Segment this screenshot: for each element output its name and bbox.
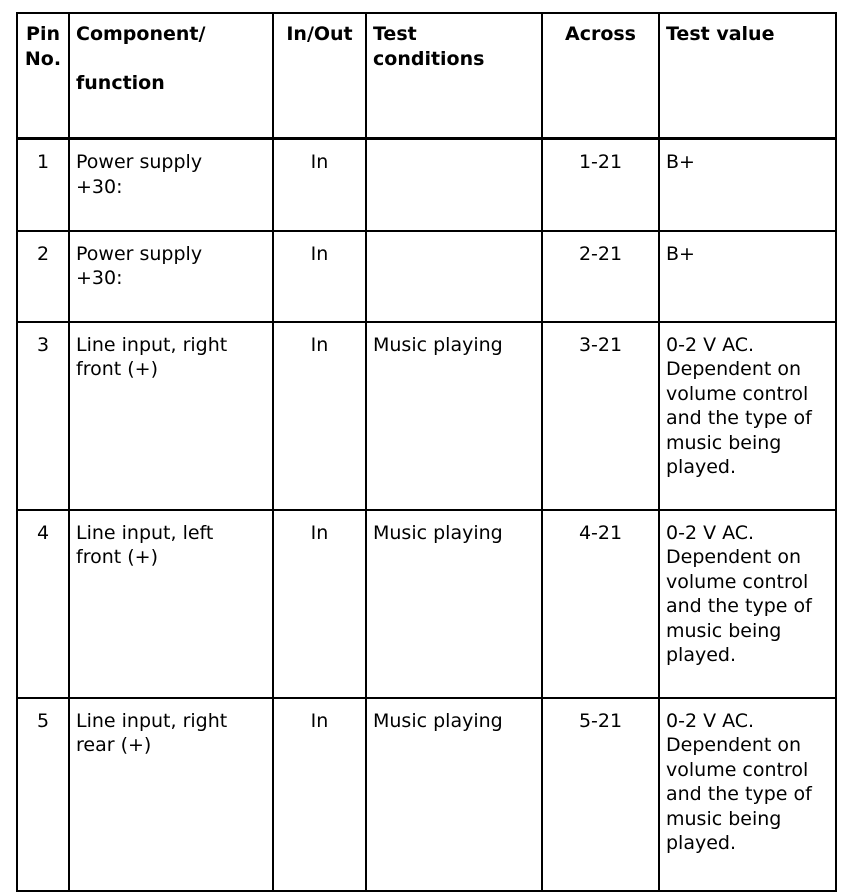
across-cell: 4-21: [542, 510, 659, 698]
test-value-cell: B+: [659, 139, 836, 231]
test-condition-cell: Music playing: [366, 510, 542, 698]
test-value-cell: B+: [659, 231, 836, 322]
table-row: [17, 698, 836, 891]
test-value-cell: 0-2 V AC. Dependent on volume control and the type of music being played.: [659, 510, 836, 698]
in-out-cell: In: [273, 698, 366, 891]
header-in-out: In/Out: [273, 13, 366, 139]
component-cell: Line input, left front (+): [69, 510, 273, 698]
across-cell: 1-21: [542, 139, 659, 231]
component-cell: Line input, right rear (+): [69, 698, 273, 891]
header-across: Across: [542, 13, 659, 139]
pin-test-table: [16, 12, 837, 892]
test-condition-cell: [366, 139, 542, 231]
header-test-value: Test value: [659, 13, 836, 139]
test-condition-cell: Music playing: [366, 322, 542, 510]
header-pin-number: Pin No.: [17, 13, 69, 139]
across-cell: 3-21: [542, 322, 659, 510]
component-cell: Line input, right front (+): [69, 322, 273, 510]
across-cell: 5-21: [542, 698, 659, 891]
table-row: [17, 322, 836, 510]
table-body: [17, 139, 836, 891]
pin-number-cell: 3: [17, 322, 69, 510]
test-value-cell: 0-2 V AC. Dependent on volume control and the type of music being played.: [659, 698, 836, 891]
header-component: Component/ function: [69, 13, 273, 139]
pin-number-cell: 2: [17, 231, 69, 322]
pin-number-cell: 5: [17, 698, 69, 891]
pin-number-cell: 1: [17, 139, 69, 231]
in-out-cell: In: [273, 322, 366, 510]
in-out-cell: In: [273, 139, 366, 231]
pin-number-cell: 4: [17, 510, 69, 698]
test-condition-cell: Music playing: [366, 698, 542, 891]
header-test-conditions: Test conditions: [366, 13, 542, 139]
test-value-cell: 0-2 V AC. Dependent on volume control and the type of music being played.: [659, 322, 836, 510]
component-cell: Power supply +30:: [69, 139, 273, 231]
in-out-cell: In: [273, 510, 366, 698]
test-condition-cell: [366, 231, 542, 322]
table-row: [17, 139, 836, 231]
across-cell: 2-21: [542, 231, 659, 322]
in-out-cell: In: [273, 231, 366, 322]
table-row: [17, 510, 836, 698]
table-row: [17, 231, 836, 322]
component-cell: Power supply +30:: [69, 231, 273, 322]
table-header-row: [17, 13, 836, 139]
